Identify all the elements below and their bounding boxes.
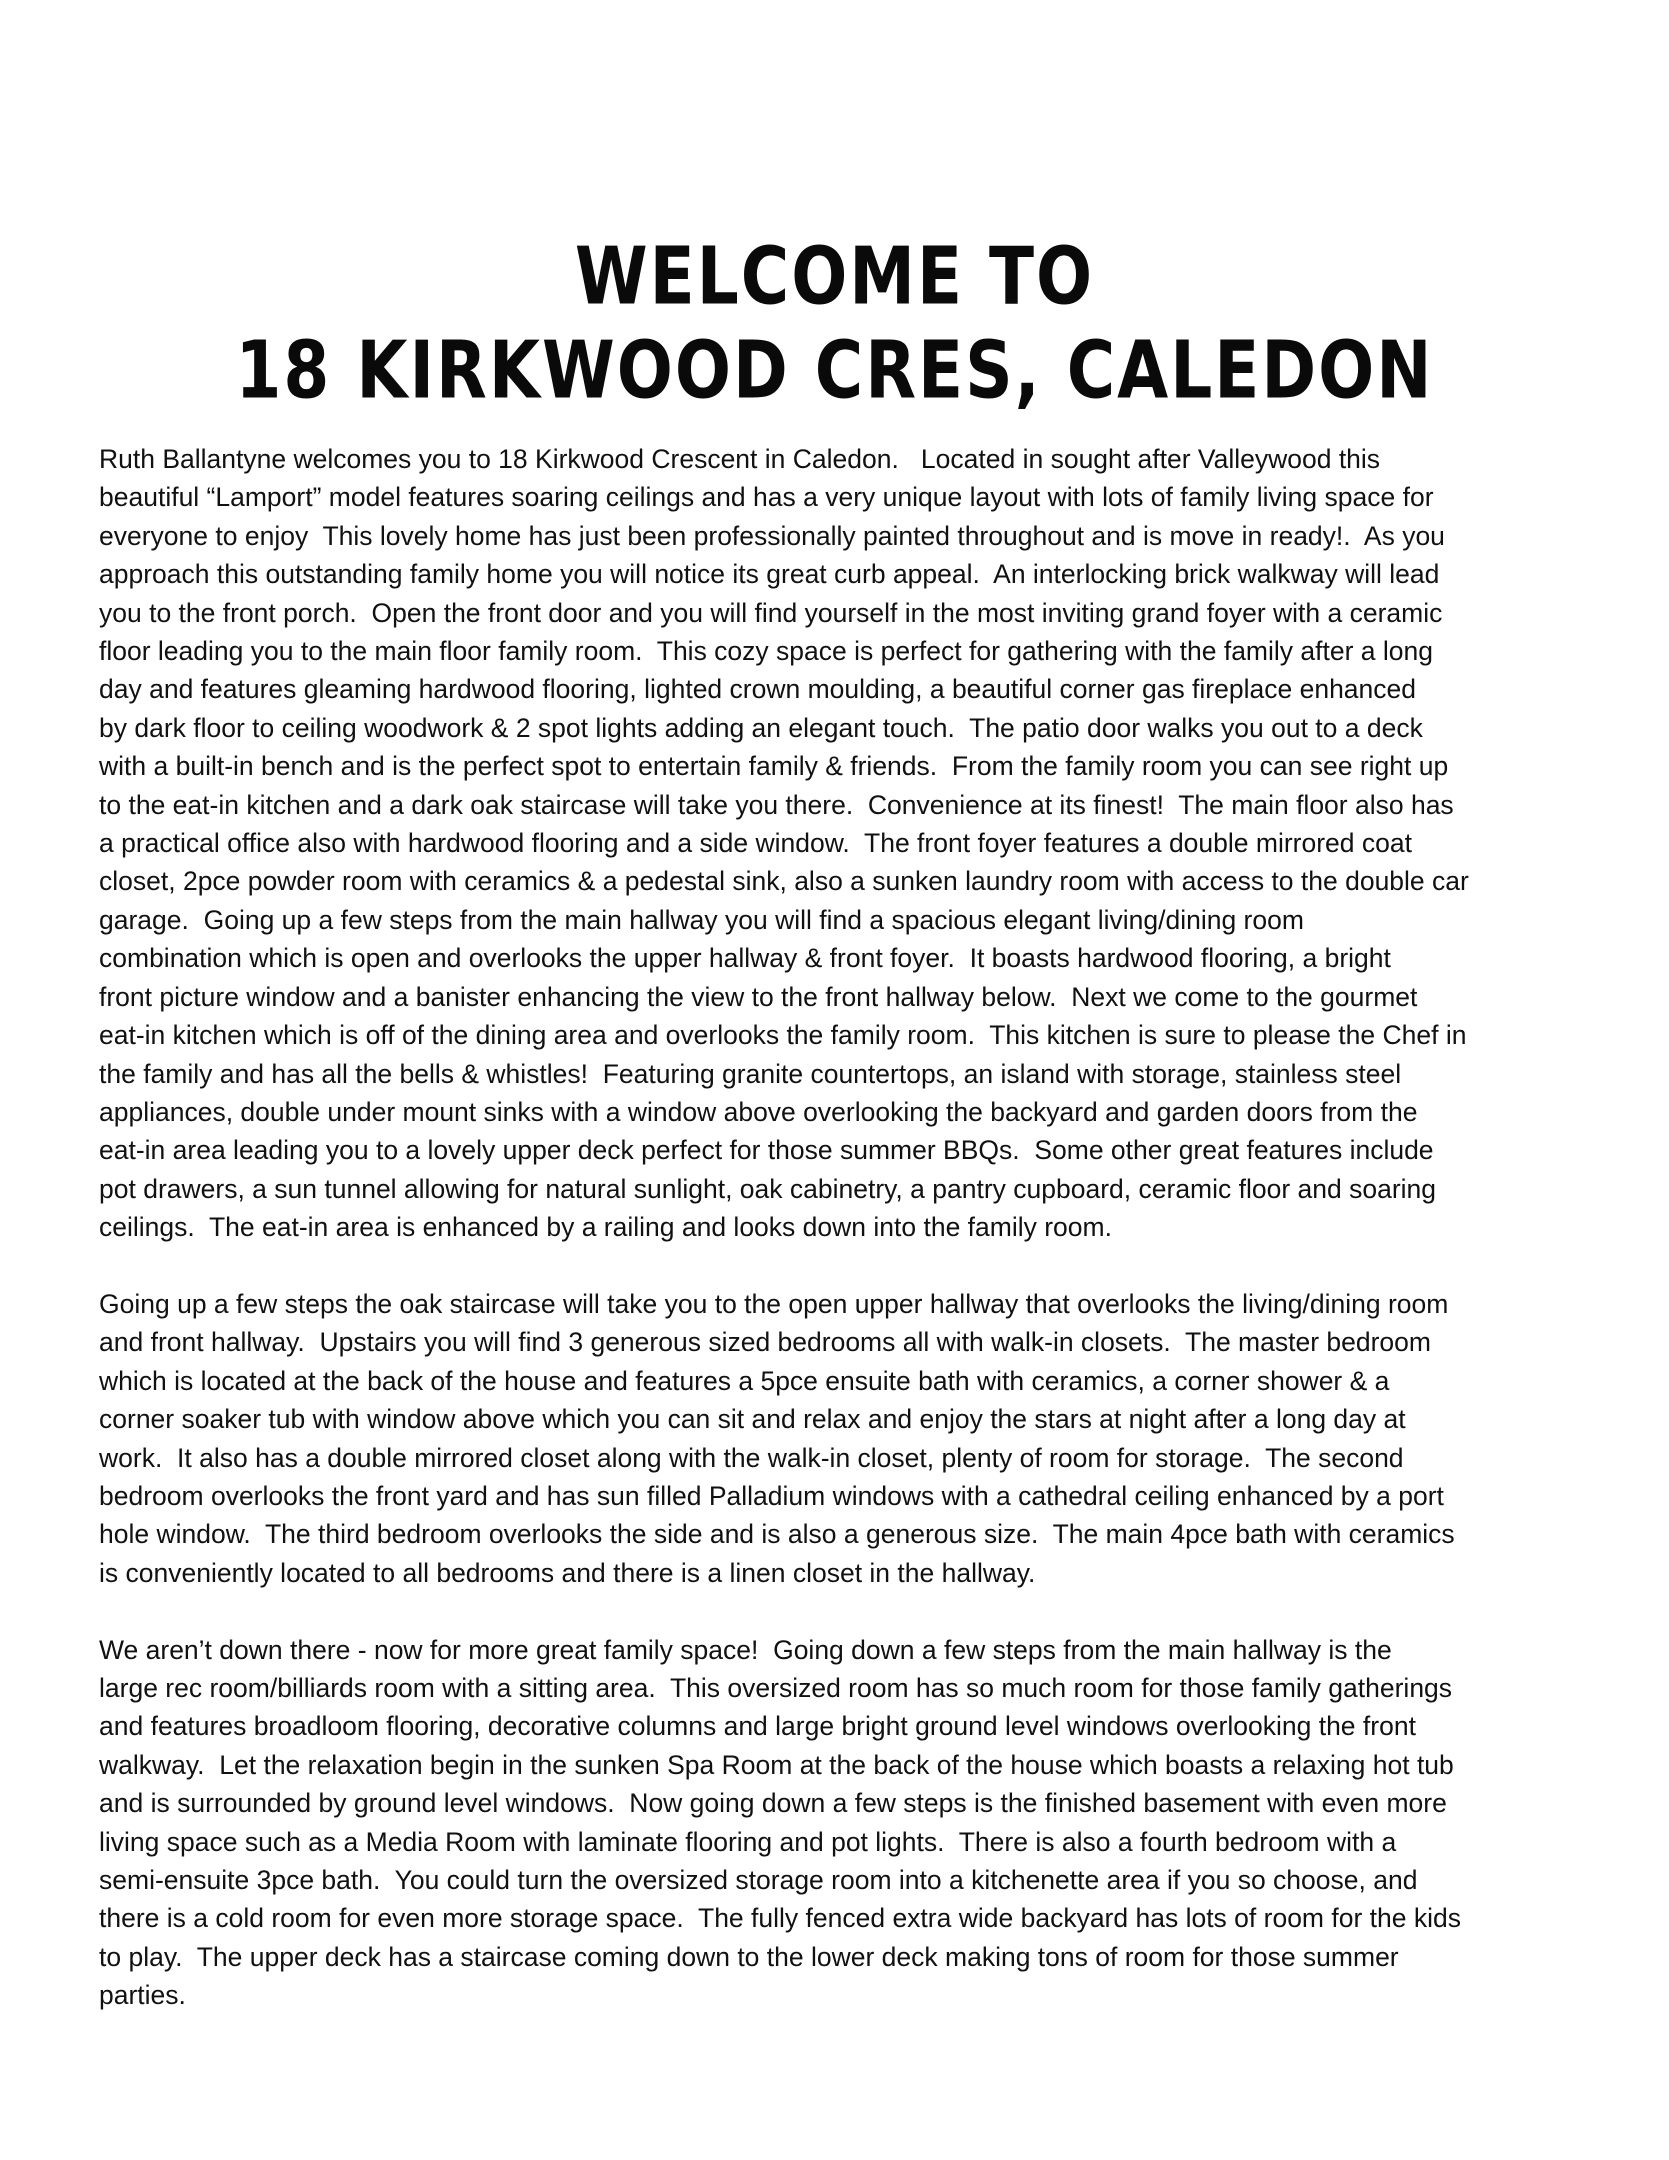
text-line: work. It also has a double mirrored closet along with the walk-in closet, plenty of room for storage. The second	[99, 1442, 1404, 1473]
page-title-line-2: 18 KIRKWOOD CRES, CALEDON	[235, 324, 1434, 417]
text-line: parties.	[99, 1980, 186, 2011]
text-line: there is a cold room for even more storage space. The fully fenced extra wide backyard has lots of room for the kids	[99, 1903, 1461, 1934]
text-line: We aren’t down there - now for more great family space! Going down a few steps from the main hallway is the	[99, 1634, 1392, 1665]
text-line: approach this outstanding family home you will notice its great curb appeal. An interlocking brick walkway will lead	[99, 559, 1440, 590]
text-line: pot drawers, a sun tunnel allowing for natural sunlight, oak cabinetry, a pantry cupboard, ceramic floor and soaring	[99, 1173, 1437, 1204]
text-line: walkway. Let the relaxation begin in the sunken Spa Room at the back of the house which boasts a relaxing hot tub	[99, 1749, 1454, 1780]
text-line: and is surrounded by ground level windows. Now going down a few steps is the finished basement with even more	[99, 1788, 1447, 1819]
text-line: by dark floor to ceiling woodwork & 2 spot lights adding an elegant touch. The patio door walks you out to a deck	[99, 712, 1423, 743]
text-line: large rec room/billiards room with a sitting area. This oversized room has so much room for those family gatherings	[99, 1672, 1453, 1703]
description-paragraph	[99, 1631, 1589, 2015]
description-paragraph	[99, 1285, 1589, 1592]
text-line: beautiful “Lamport” model features soaring ceilings and has a very unique layout with lots of family living space for	[99, 482, 1434, 513]
text-line: eat-in area leading you to a lovely upper deck perfect for those summer BBQs. Some other great features include	[99, 1135, 1434, 1166]
text-line: Going up a few steps the oak staircase will take you to the open upper hallway that overlooks the living/dining room	[99, 1288, 1449, 1319]
text-line: you to the front porch. Open the front door and you will find yourself in the most inviting grand foyer with a ceramic	[99, 597, 1443, 628]
text-line: and front hallway. Upstairs you will find 3 generous sized bedrooms all with walk-in closets. The master bedroom	[99, 1327, 1431, 1358]
text-line: front picture window and a banister enhancing the view to the front hallway below. Next we come to the gourmet	[99, 981, 1418, 1012]
text-line: garage. Going up a few steps from the main hallway you will find a spacious elegant living/dining room	[99, 904, 1304, 935]
text-line: combination which is open and overlooks the upper hallway & front foyer. It boasts hardwood flooring, a bright	[99, 943, 1391, 974]
text-line: floor leading you to the main floor family room. This cozy space is perfect for gathering with the family after a long	[99, 636, 1433, 667]
text-line: which is located at the back of the house and features a 5pce ensuite bath with ceramics, a corner shower & a	[99, 1365, 1390, 1396]
text-line: and features broadloom flooring, decorative columns and large bright ground level windows overlooking the front	[99, 1711, 1416, 1742]
text-line: closet, 2pce powder room with ceramics & a pedestal sink, also a sunken laundry room with access to the double car	[99, 866, 1469, 897]
text-line: bedroom overlooks the front yard and has sun filled Palladium windows with a cathedral ceiling enhanced by a port	[99, 1480, 1444, 1511]
listing-description	[99, 440, 1589, 2053]
text-line: to play. The upper deck has a staircase coming down to the lower deck making tons of room for those summer	[99, 1941, 1399, 1972]
text-line: hole window. The third bedroom overlooks the side and is also a generous size. The main 4pce bath with ceramics	[99, 1519, 1455, 1550]
page-title-line-1: WELCOME TO	[574, 230, 1095, 323]
text-line: Ruth Ballantyne welcomes you to 18 Kirkwood Crescent in Caledon. Located in sought after Valleywood this	[99, 444, 1381, 474]
text-line: semi-ensuite 3pce bath. You could turn the oversized storage room into a kitchenette area if you so choose, and	[99, 1865, 1418, 1895]
text-line: eat-in kitchen which is off of the dining area and overlooks the family room. This kitchen is sure to please the Chef in	[99, 1020, 1467, 1051]
text-line: day and features gleaming hardwood flooring, lighted crown moulding, a beautiful corner gas fireplace enhanced	[99, 674, 1417, 705]
text-line: ceilings. The eat-in area is enhanced by a railing and looks down into the family room.	[99, 1212, 1112, 1243]
text-line: is conveniently located to all bedrooms and there is a linen closet in the hallway.	[99, 1557, 1036, 1588]
text-line: living space such as a Media Room with laminate flooring and pot lights. There is also a fourth bedroom with a	[99, 1826, 1397, 1857]
description-paragraph	[99, 440, 1589, 1247]
text-line: to the eat-in kitchen and a dark oak staircase will take you there. Convenience at its finest! The main floor also has	[99, 789, 1454, 820]
text-line: a practical office also with hardwood flooring and a side window. The front foyer features a double mirrored coat	[99, 828, 1412, 859]
text-line: the family and has all the bells & whistles! Featuring granite countertops, an island with storage, stainless steel	[99, 1058, 1402, 1089]
text-line: appliances, double under mount sinks with a window above overlooking the backyard and garden doors from the	[99, 1096, 1418, 1127]
text-line: corner soaker tub with window above which you can sit and relax and enjoy the stars at night after a long day at	[99, 1404, 1406, 1435]
text-line: with a built-in bench and is the perfect spot to entertain family & friends. From the family room you can see right up	[99, 751, 1449, 782]
text-line: everyone to enjoy This lovely home has just been professionally painted throughout and is move in ready!. As you	[99, 520, 1445, 551]
